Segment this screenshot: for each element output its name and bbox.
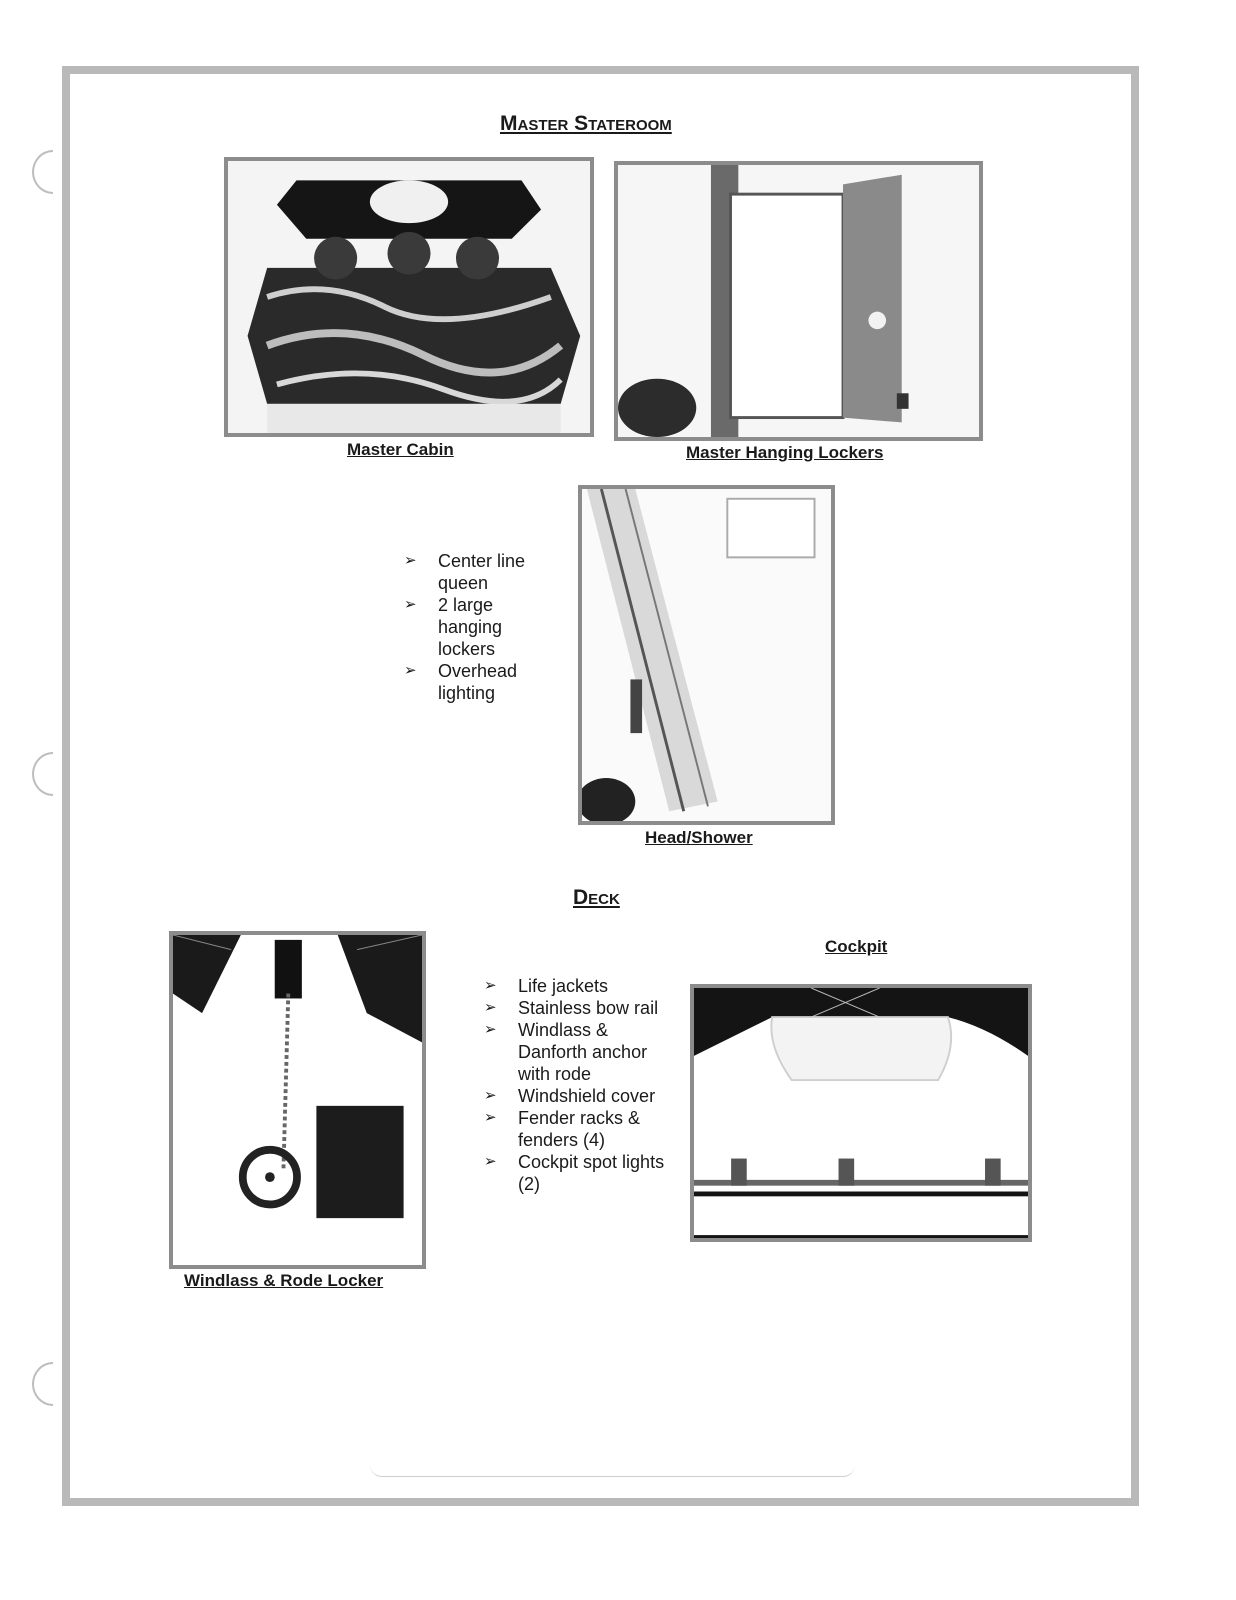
deck-feature-item: ➢ Windshield cover bbox=[484, 1086, 656, 1106]
deck-feature-item: ➢ Fender racks & fenders (4) bbox=[484, 1108, 641, 1150]
deck-feature-item: ➢ Windlass & Danforth anchor with rode bbox=[484, 1020, 648, 1084]
master-cabin-photo bbox=[224, 157, 594, 437]
master-lockers-photo bbox=[614, 161, 983, 441]
master-cabin-caption: Master Cabin bbox=[347, 440, 454, 459]
master-lockers-caption: Master Hanging Lockers bbox=[686, 443, 884, 462]
arrow-bullet-icon: ➢ bbox=[404, 552, 417, 569]
head-shower-caption: Head/Shower bbox=[645, 828, 753, 847]
arrow-bullet-icon: ➢ bbox=[484, 1109, 497, 1126]
stateroom-feature-item: ➢ Overhead lighting bbox=[404, 661, 518, 703]
stateroom-feature-item: ➢ Center line queen bbox=[404, 551, 526, 593]
cockpit-caption: Cockpit bbox=[825, 937, 888, 956]
stateroom-feature-list bbox=[402, 550, 552, 704]
deck-feature-item: ➢ Life jackets bbox=[484, 976, 609, 996]
arrow-bullet-icon: ➢ bbox=[484, 1021, 497, 1038]
deck-feature-item: ➢ Stainless bow rail bbox=[484, 998, 659, 1018]
bottom-divider bbox=[370, 1462, 855, 1477]
stateroom-feature-item: ➢ 2 large hanging lockers bbox=[404, 595, 503, 659]
windlass-locker-caption: Windlass & Rode Locker bbox=[184, 1271, 384, 1290]
arrow-bullet-icon: ➢ bbox=[404, 596, 417, 613]
head-shower-photo bbox=[578, 485, 835, 825]
deck-feature-list bbox=[482, 975, 682, 1195]
arrow-bullet-icon: ➢ bbox=[404, 662, 417, 679]
arrow-bullet-icon: ➢ bbox=[484, 977, 497, 994]
arrow-bullet-icon: ➢ bbox=[484, 999, 497, 1016]
cockpit-photo bbox=[690, 984, 1032, 1242]
arrow-bullet-icon: ➢ bbox=[484, 1153, 497, 1170]
deck-heading: Deck bbox=[573, 886, 620, 909]
windlass-locker-photo bbox=[169, 931, 426, 1269]
stateroom-heading: Master Stateroom bbox=[500, 112, 672, 135]
deck-feature-item: ➢ Cockpit spot lights (2) bbox=[484, 1152, 665, 1194]
arrow-bullet-icon: ➢ bbox=[484, 1087, 497, 1104]
